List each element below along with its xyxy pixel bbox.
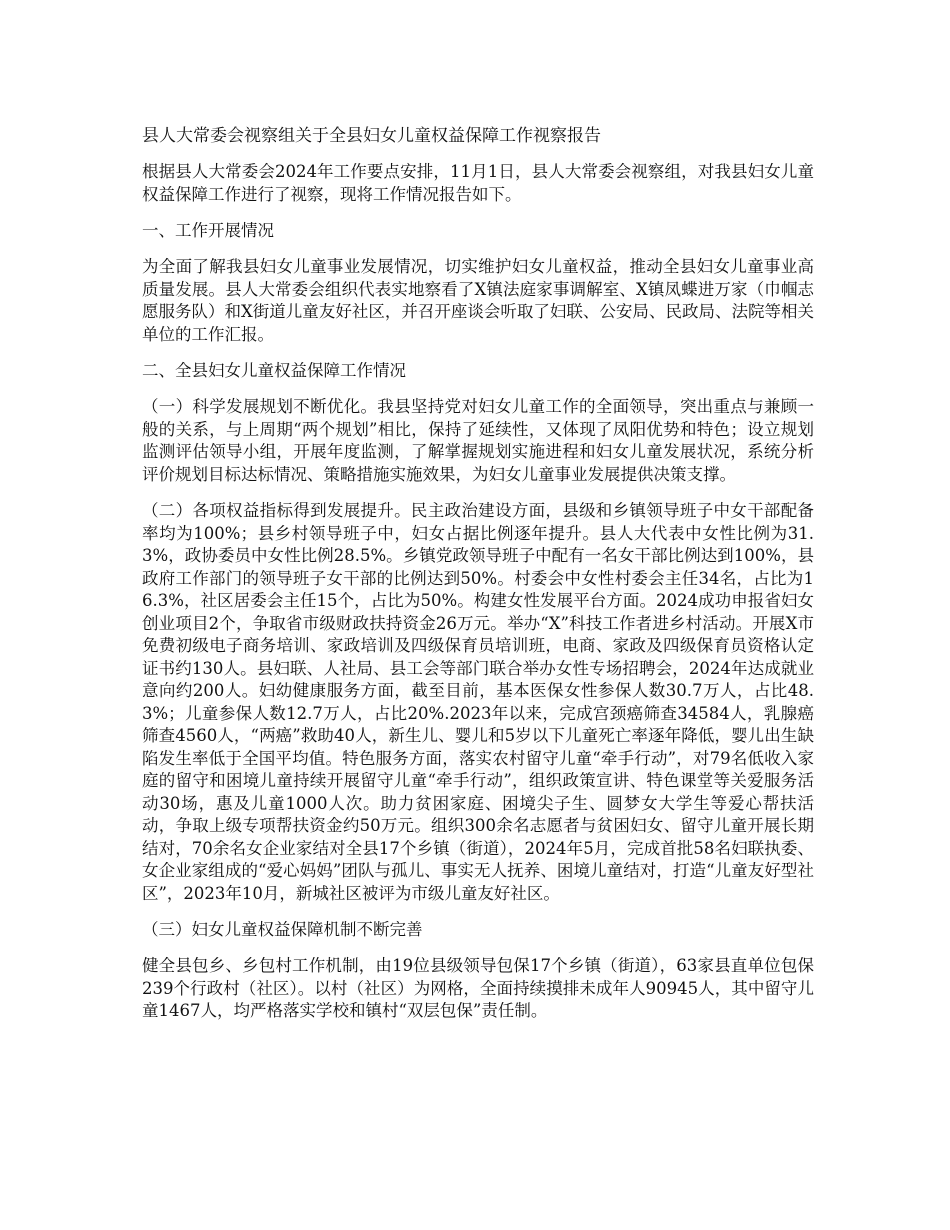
subsection-3-paragraph: 健全县包乡、乡包村工作机制，由19位县级领导包保17个乡镇（街道），63家县直单位包保239个行政村（社区）。以村（社区）为网格，全面持续摸排未成年人90945人，其中留守儿童1467人，均严格落实学校和镇村“双层包保”责任制。 xyxy=(142,956,814,1020)
section-heading-1: 一、工作开展情况 xyxy=(142,221,274,240)
document-title: 县人大常委会视察组关于全县妇女儿童权益保障工作视察报告 xyxy=(142,126,601,146)
subsection-heading-3: （三）妇女儿童权益保障机制不断完善 xyxy=(142,920,423,939)
intro-paragraph: 根据县人大常委会2024年工作要点安排，11月1日，县人大常委会视察组，对我县妇女儿童权益保障工作进行了视察，现将工作情况报告如下。 xyxy=(142,162,814,204)
subsection-2-paragraph: （二）各项权益指标得到发展提升。民主政治建设方面，县级和乡镇领导班子中女干部配备率均为100%；县乡村领导班子中，妇女占据比例逐年提升。县人大代表中女性比例为31.3%，政协委员中女性比例28.5%。乡镇党政领导班子中配有一名女干部比例达到100%，县政府工作部门的领导班子女干部的比例达到50%。村委会中女性村委会主任34名，占比为16.3%，社区居委会主任15个，占比为50%。构建女性发展平台方面。2024成功申报省妇女创业项目2个，争取省市级财政扶持资金26万元。举办“X”科技工作者进乡村活动。开展X市免费初级电子商务培训、家政培训及四级保育员培训班，电商、家政及四级保育员资格认定证书约130人。县妇联、人社局、县工会等部门联合举办女性专场招聘会，2024年达成就业意向约200人。妇幼健康服务方面，截至目前，基本医保女性参保人数30.7万人，占比48.3%；儿童参保人数12.7万人，占比20%.2023年以来，完成宫颈癌筛查34584人，乳腺癌筛查4560人，“两癌”救助40人，新生儿、婴儿和5岁以下儿童死亡率逐年降低，婴儿出生缺陷发生率低于全国平均值。特色服务方面，落实农村留守儿童“牵手行动”，对79名低收入家庭的留守和困境儿童持续开展留守儿童“牵手行动”，组织政策宣讲、特色课堂等关爱服务活动30场，惠及儿童1000人次。助力贫困家庭、困境尖子生、圆梦女大学生等爱心帮扶活动，争取上级专项帮扶资金约50万元。组织300余名志愿者与贫困妇女、留守儿童开展长期结对，70余名女企业家结对全县17个乡镇（街道），2024年5月，完成首批58名妇联执委、女企业家组成的“爱心妈妈”团队与孤儿、事实无人抚养、困境儿童结对，打造“儿童友好型社区”，2023年10月，新城社区被评为市级儿童友好社区。 xyxy=(142,501,814,903)
section-heading-2: 二、全县妇女儿童权益保障工作情况 xyxy=(142,361,406,380)
subsection-1-paragraph: （一）科学发展规划不断优化。我县坚持党对妇女儿童工作的全面领导，突出重点与兼顾一般的关系，与上周期“两个规划”相比，保持了延续性，又体现了凤阳优势和特色；设立规划监测评估领导小组，开展年度监测，了解掌握规划实施进程和妇女儿童发展状况，系统分析评价规划目标达标情况、策略措施实施效果，为妇女儿童事业发展提供决策支撑。 xyxy=(142,397,814,484)
document-page xyxy=(142,125,814,1037)
section-1-paragraph: 为全面了解我县妇女儿童事业发展情况，切实维护妇女儿童权益，推动全县妇女儿童事业高质量发展。县人大常委会组织代表实地察看了X镇法庭家事调解室、X镇凤蝶进万家（巾帼志愿服务队）和X街道儿童友好社区，并召开座谈会听取了妇联、公安局、民政局、法院等相关单位的工作汇报。 xyxy=(142,257,814,344)
